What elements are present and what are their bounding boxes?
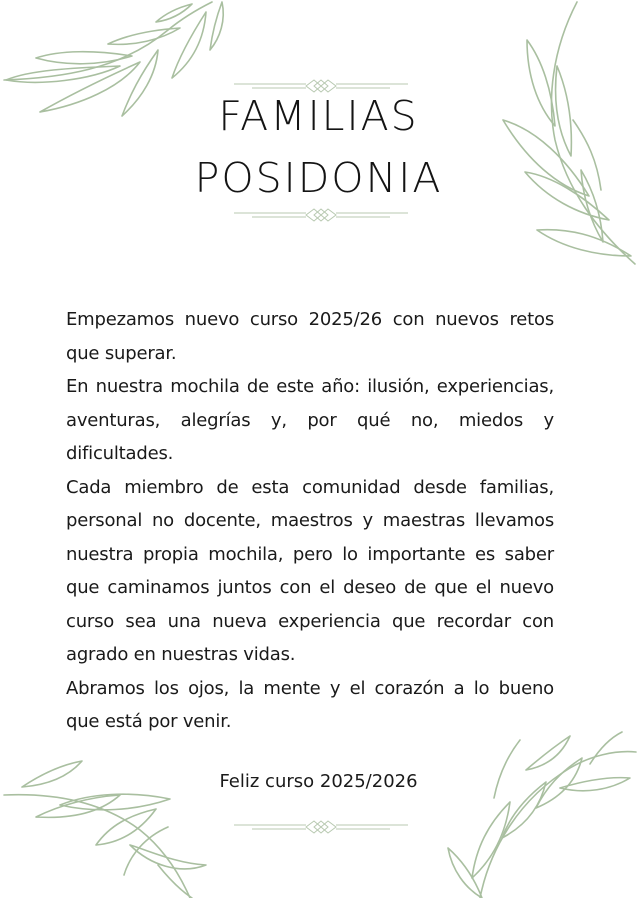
body-text — [66, 303, 554, 739]
paragraph-4: Abramos los ojos, la mente y el corazón a lo bueno que está por venir. — [66, 677, 554, 732]
paragraph-1: Empezamos nuevo curso 2025/26 con nuevos retos que superar. — [66, 309, 554, 364]
closing-greeting: Feliz curso 2025/2026 — [219, 771, 418, 792]
art-deco-ornament-bottom-icon — [232, 819, 410, 835]
page-title-line-2: POSIDONIA — [194, 154, 443, 202]
paragraph-2: En nuestra mochila de este año: ilusión, experiencias, aventuras, alegrías y, por qué no, miedos y dificultades. — [66, 376, 554, 464]
leaf-branch-bottom-right-icon — [440, 728, 637, 898]
page-title-line-1: FAMILIAS — [218, 92, 419, 140]
paragraph-3: Cada miembro de esta comunidad desde familias, personal no docente, maestros y maestras llevamos nuestra propia mochila, pero lo importante es saber que caminamos juntos con el deseo de que el nuevo curso sea una nueva experiencia que recordar con agrado en nuestras vidas. — [66, 476, 554, 665]
art-deco-ornament-middle-icon — [232, 207, 410, 223]
